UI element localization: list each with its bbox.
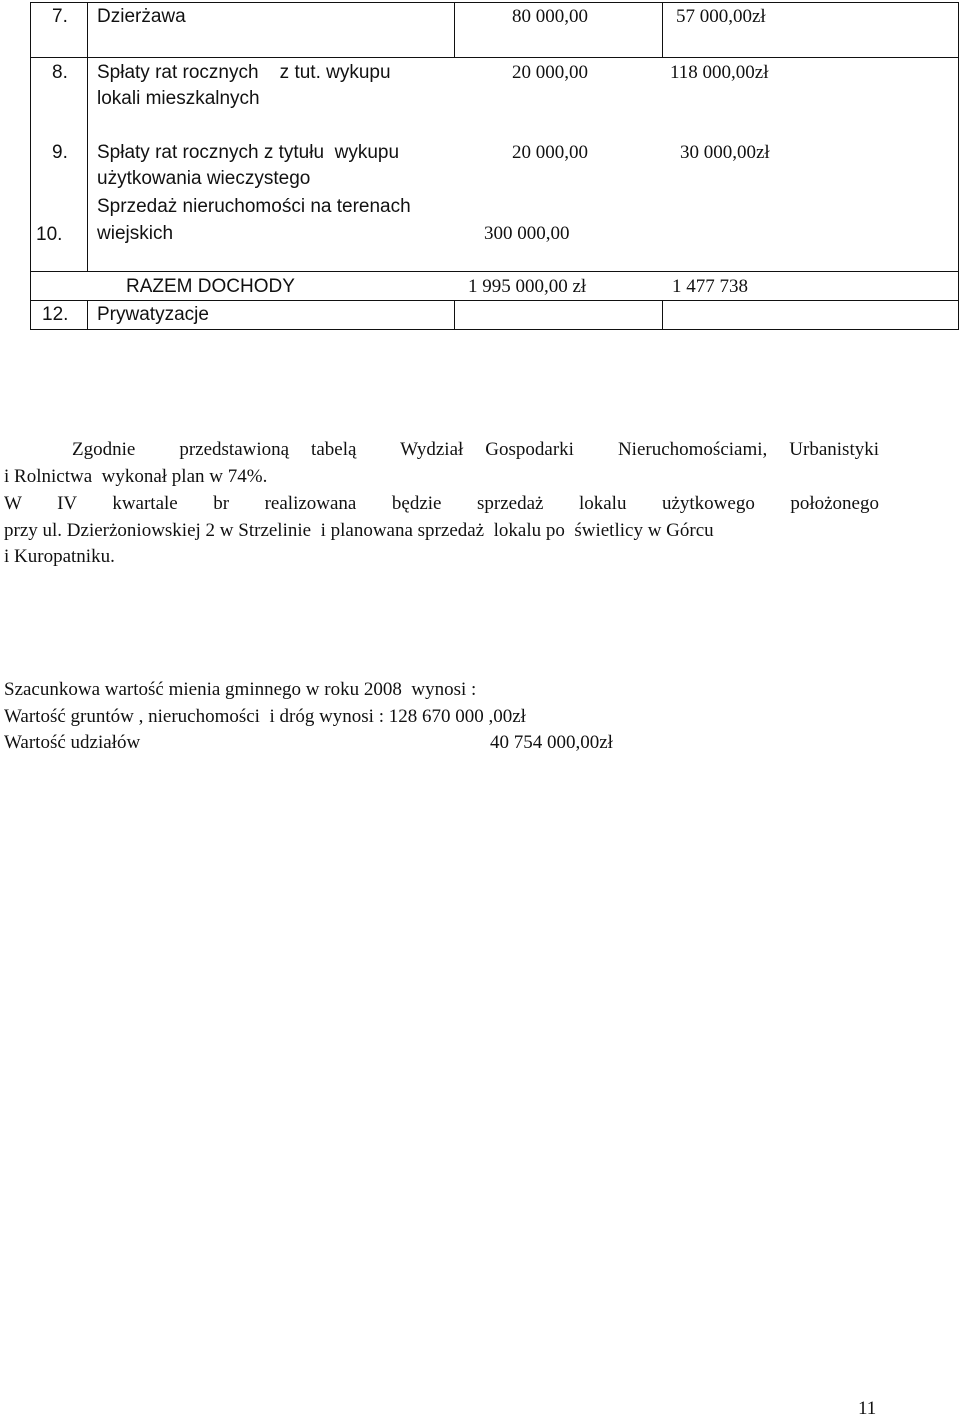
total-exec-value: 1 477 738 xyxy=(672,276,748,297)
total-label: RAZEM DOCHODY xyxy=(126,276,295,297)
row-name: Spłaty rat rocznych z tytułu wykupu xyxy=(97,142,400,163)
row-plan-value: 80 000,00 xyxy=(512,6,588,27)
row-plan-value: 300 000,00 xyxy=(484,223,570,244)
table-column-divider xyxy=(662,300,663,330)
row-name: Prywatyzacje xyxy=(97,304,209,325)
row-exec-value: 30 000,00zł xyxy=(680,142,770,163)
page-number: 11 xyxy=(858,1398,877,1419)
row-name-continued: wiejskich xyxy=(97,223,174,244)
table-column-divider xyxy=(87,2,88,271)
paragraph-plan-execution xyxy=(72,437,879,464)
paragraph-line: Zgodnie przedstawioną tabelą Wydział Gospodarki Nieruchomościami, Urbanistyki xyxy=(72,439,879,460)
table-border-left xyxy=(30,2,31,330)
paragraph-line: i Kuropatniku. xyxy=(4,546,115,567)
row-number: 12. xyxy=(42,304,69,325)
table-row-divider xyxy=(30,57,959,58)
table-border-bottom xyxy=(30,329,959,330)
table-border-right xyxy=(958,2,959,330)
income-table xyxy=(30,2,959,330)
row-exec-value: 118 000,00zł xyxy=(670,62,769,83)
summary-line: Szacunkowa wartość mienia gminnego w roku 2008 wynosi : xyxy=(4,679,477,700)
row-name: Spłaty rat rocznych z tut. wykupu xyxy=(97,62,391,83)
row-name-continued: użytkowania wieczystego xyxy=(97,168,311,189)
paragraph-plan-execution-continued xyxy=(4,464,879,491)
row-number: 10. xyxy=(36,224,63,245)
table-border-top xyxy=(30,2,959,3)
total-plan-value: 1 995 000,00 zł xyxy=(468,276,587,297)
row-name: Sprzedaż nieruchomości na terenach xyxy=(97,196,411,217)
property-value-summary xyxy=(4,677,704,757)
summary-line xyxy=(4,730,704,757)
shares-value: 40 754 000,00zł xyxy=(490,732,613,753)
table-column-divider xyxy=(454,2,455,57)
row-exec-value: 57 000,00zł xyxy=(676,6,766,27)
table-column-divider xyxy=(662,2,663,57)
row-name: Dzierżawa xyxy=(97,6,186,27)
row-number: 9. xyxy=(52,142,68,163)
row-plan-value: 20 000,00 xyxy=(512,62,588,83)
table-column-divider xyxy=(87,300,88,330)
table-row-divider xyxy=(30,300,959,301)
row-name-continued: lokali mieszkalnych xyxy=(97,88,260,109)
row-number: 8. xyxy=(52,62,68,83)
paragraph-line: i Rolnictwa wykonał plan w 74%. xyxy=(4,466,268,487)
table-row-divider xyxy=(30,271,959,272)
table-column-divider xyxy=(454,300,455,330)
shares-label: Wartość udziałów xyxy=(4,732,141,753)
row-plan-value: 20 000,00 xyxy=(512,142,588,163)
paragraph-sale-plans xyxy=(4,491,879,571)
summary-line: Wartość gruntów , nieruchomości i dróg wynosi : 128 670 000 ,00zł xyxy=(4,705,526,727)
row-number: 7. xyxy=(52,6,68,27)
paragraph-line: W IV kwartale br realizowana będzie sprzedaż lokalu użytkowego położonego xyxy=(4,493,879,514)
paragraph-line: przy ul. Dzierżoniowskiej 2 w Strzelinie i planowana sprzedaż lokalu po świetlicy w Górcu xyxy=(4,519,714,541)
